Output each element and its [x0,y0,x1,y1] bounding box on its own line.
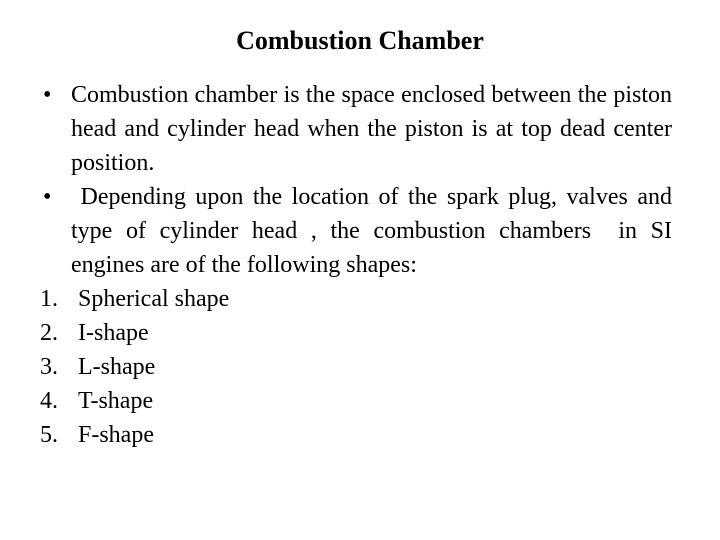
number-marker: 3. [40,354,58,380]
slide-title: Combustion Chamber [236,26,484,55]
number-marker: 4. [40,388,58,414]
numbered-text: I-shape [78,320,149,346]
numbered-text: F-shape [78,422,154,448]
bullet-item [40,78,672,180]
numbered-item [40,350,672,384]
numbered-item [40,384,672,418]
number-marker: 5. [40,422,58,448]
number-marker: 2. [40,320,58,346]
bullet-item [40,180,678,282]
bullet-text: Combustion chamber is the space enclosed between the piston head and cylinder head when the piston is at top dead center position. [71,82,672,176]
numbered-text: T-shape [78,388,154,414]
numbered-item [40,282,672,316]
slide-body [40,78,678,452]
bullet-marker: • [43,82,52,108]
bullet-marker: • [43,184,52,210]
numbered-item [40,418,672,452]
bullet-text: Depending upon the location of the spark plug, valves and type of cylinder head , the combustion chambers in SI engines are of the following shapes: [71,184,678,278]
numbered-text: L-shape [78,354,156,380]
number-marker: 1. [40,286,58,312]
numbered-item [40,316,672,350]
numbered-text: Spherical shape [78,286,230,312]
